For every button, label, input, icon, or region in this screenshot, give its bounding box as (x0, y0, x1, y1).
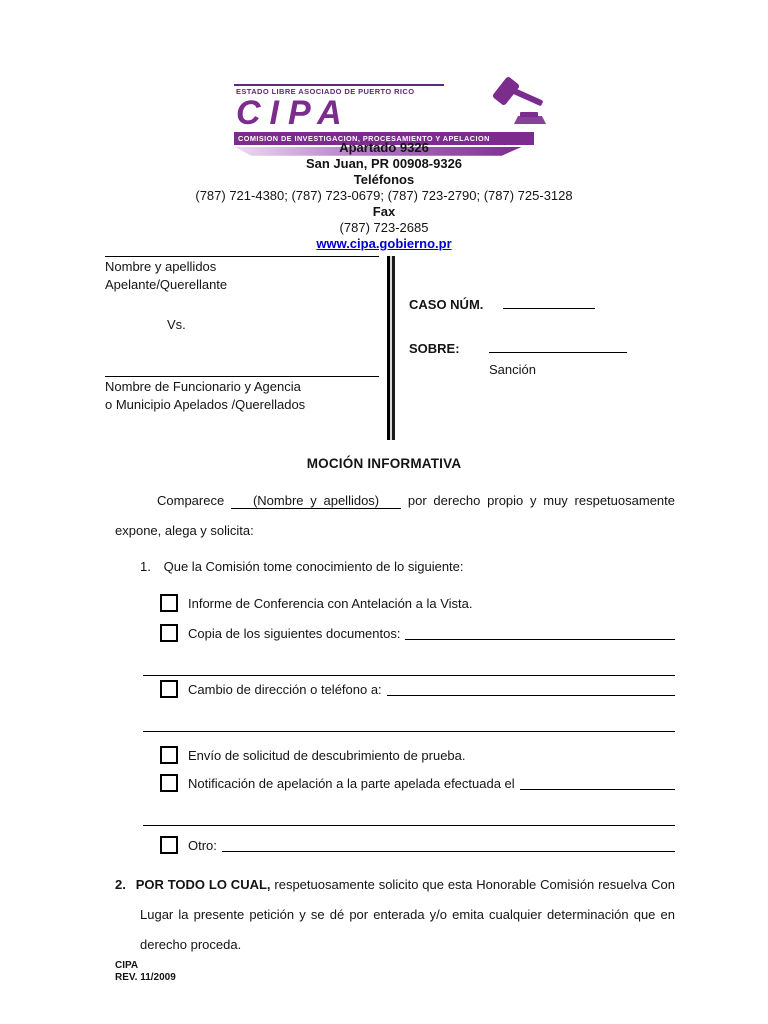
caption-divider (387, 256, 395, 440)
document-body (115, 486, 675, 960)
otro-blank[interactable] (222, 838, 675, 852)
logo-banner: COMISION DE INVESTIGACION, PROCESAMIENTO Y APELACION (234, 132, 534, 145)
caption-left (105, 256, 379, 440)
sobre-value: Sanción (489, 362, 536, 377)
option-row-otro (160, 836, 675, 854)
city-line: San Juan, PR 00908-9326 (305, 156, 463, 171)
item-1 (115, 552, 675, 582)
option-row-informe (160, 594, 675, 612)
option-row-notificacion (160, 774, 675, 792)
sobre-label: SOBRE: (409, 341, 460, 356)
case-caption (105, 256, 671, 440)
notificacion-date-blank[interactable] (520, 776, 675, 790)
checkbox-otro[interactable] (160, 836, 178, 854)
cambio-blank[interactable] (387, 682, 675, 696)
appellee-label-2: o Municipio Apelados /Querellados (105, 397, 306, 412)
appellant-label-1: Nombre y apellidos (105, 259, 217, 274)
item-2 (115, 870, 675, 960)
option-label-otro: Otro: (188, 837, 217, 853)
document-title: MOCIÓN INFORMATIVA (306, 456, 462, 471)
checkbox-copia[interactable] (160, 624, 178, 642)
item-1-text: Que la Comisión tome conocimiento de lo siguiente: (163, 559, 464, 574)
website-link[interactable]: www.cipa.gobierno.pr (316, 236, 452, 251)
letterhead (0, 140, 768, 252)
versus-label: Vs. (167, 317, 186, 332)
page-footer (115, 960, 176, 984)
comparece-name-blank[interactable] (231, 493, 401, 509)
phone-numbers: (787) 721-4380; (787) 723-0679; (787) 723-2790; (787) 725-3128 (195, 188, 573, 203)
gavel-icon (468, 76, 552, 128)
logo-tagline: ESTADO LIBRE ASOCIADO DE PUERTO RICO (234, 84, 444, 96)
option-label-envio: Envío de solicitud de descubrimiento de prueba. (188, 747, 466, 763)
item-2-number: 2. (115, 877, 126, 892)
sobre-blank[interactable] (489, 340, 627, 353)
phones-label: Teléfonos (353, 172, 415, 187)
item-2-text: respetuosamente solicito que esta Honorable Comisión resuelva Con Lugar la presente petición y se dé por enterada y/o emita cualquier determinación que en derecho proceda. (140, 877, 675, 952)
option-row-copia (160, 624, 675, 642)
option-label-copia: Copia de los siguientes documentos: (188, 625, 401, 641)
intro-post: por derecho propio y muy respetuosamente expone, alega y solicita: (115, 493, 675, 538)
copia-blank-line-2[interactable] (143, 664, 675, 676)
checkbox-cambio[interactable] (160, 680, 178, 698)
notificacion-blank-line-2[interactable] (143, 814, 675, 826)
fax-label: Fax (372, 204, 396, 219)
option-row-envio (160, 746, 675, 764)
option-label-notificacion: Notificación de apelación a la parte apelada efectuada el (188, 775, 515, 791)
fax-number: (787) 723-2685 (339, 220, 429, 235)
footer-revision: REV. 11/2009 (115, 972, 176, 983)
checkbox-informe[interactable] (160, 594, 178, 612)
option-label-cambio: Cambio de dirección o teléfono a: (188, 681, 382, 697)
cambio-blank-line-2[interactable] (143, 720, 675, 732)
option-label-informe: Informe de Conferencia con Antelación a la Vista. (188, 595, 473, 611)
appellant-label-2: Apelante/Querellante (105, 277, 228, 292)
appellee-label-1: Nombre de Funcionario y Agencia (105, 379, 301, 394)
checkbox-envio[interactable] (160, 746, 178, 764)
case-number-blank[interactable] (503, 296, 595, 309)
option-row-cambio (160, 680, 675, 698)
footer-org: CIPA (115, 960, 139, 971)
copia-blank[interactable] (405, 626, 675, 640)
logo-acronym: CIPA (236, 94, 351, 132)
intro-paragraph (115, 486, 675, 546)
caption-right (395, 256, 671, 440)
case-number-label: CASO NÚM. (409, 297, 484, 312)
checkbox-notificacion[interactable] (160, 774, 178, 792)
item-1-number: 1. (140, 559, 151, 574)
intro-pre: Comparece (157, 493, 225, 508)
intro-blank-hint: (Nombre y apellidos) (252, 493, 380, 508)
item-2-lead: POR TODO LO CUAL, (135, 877, 271, 892)
po-box: Apartado 9326 (339, 140, 429, 155)
